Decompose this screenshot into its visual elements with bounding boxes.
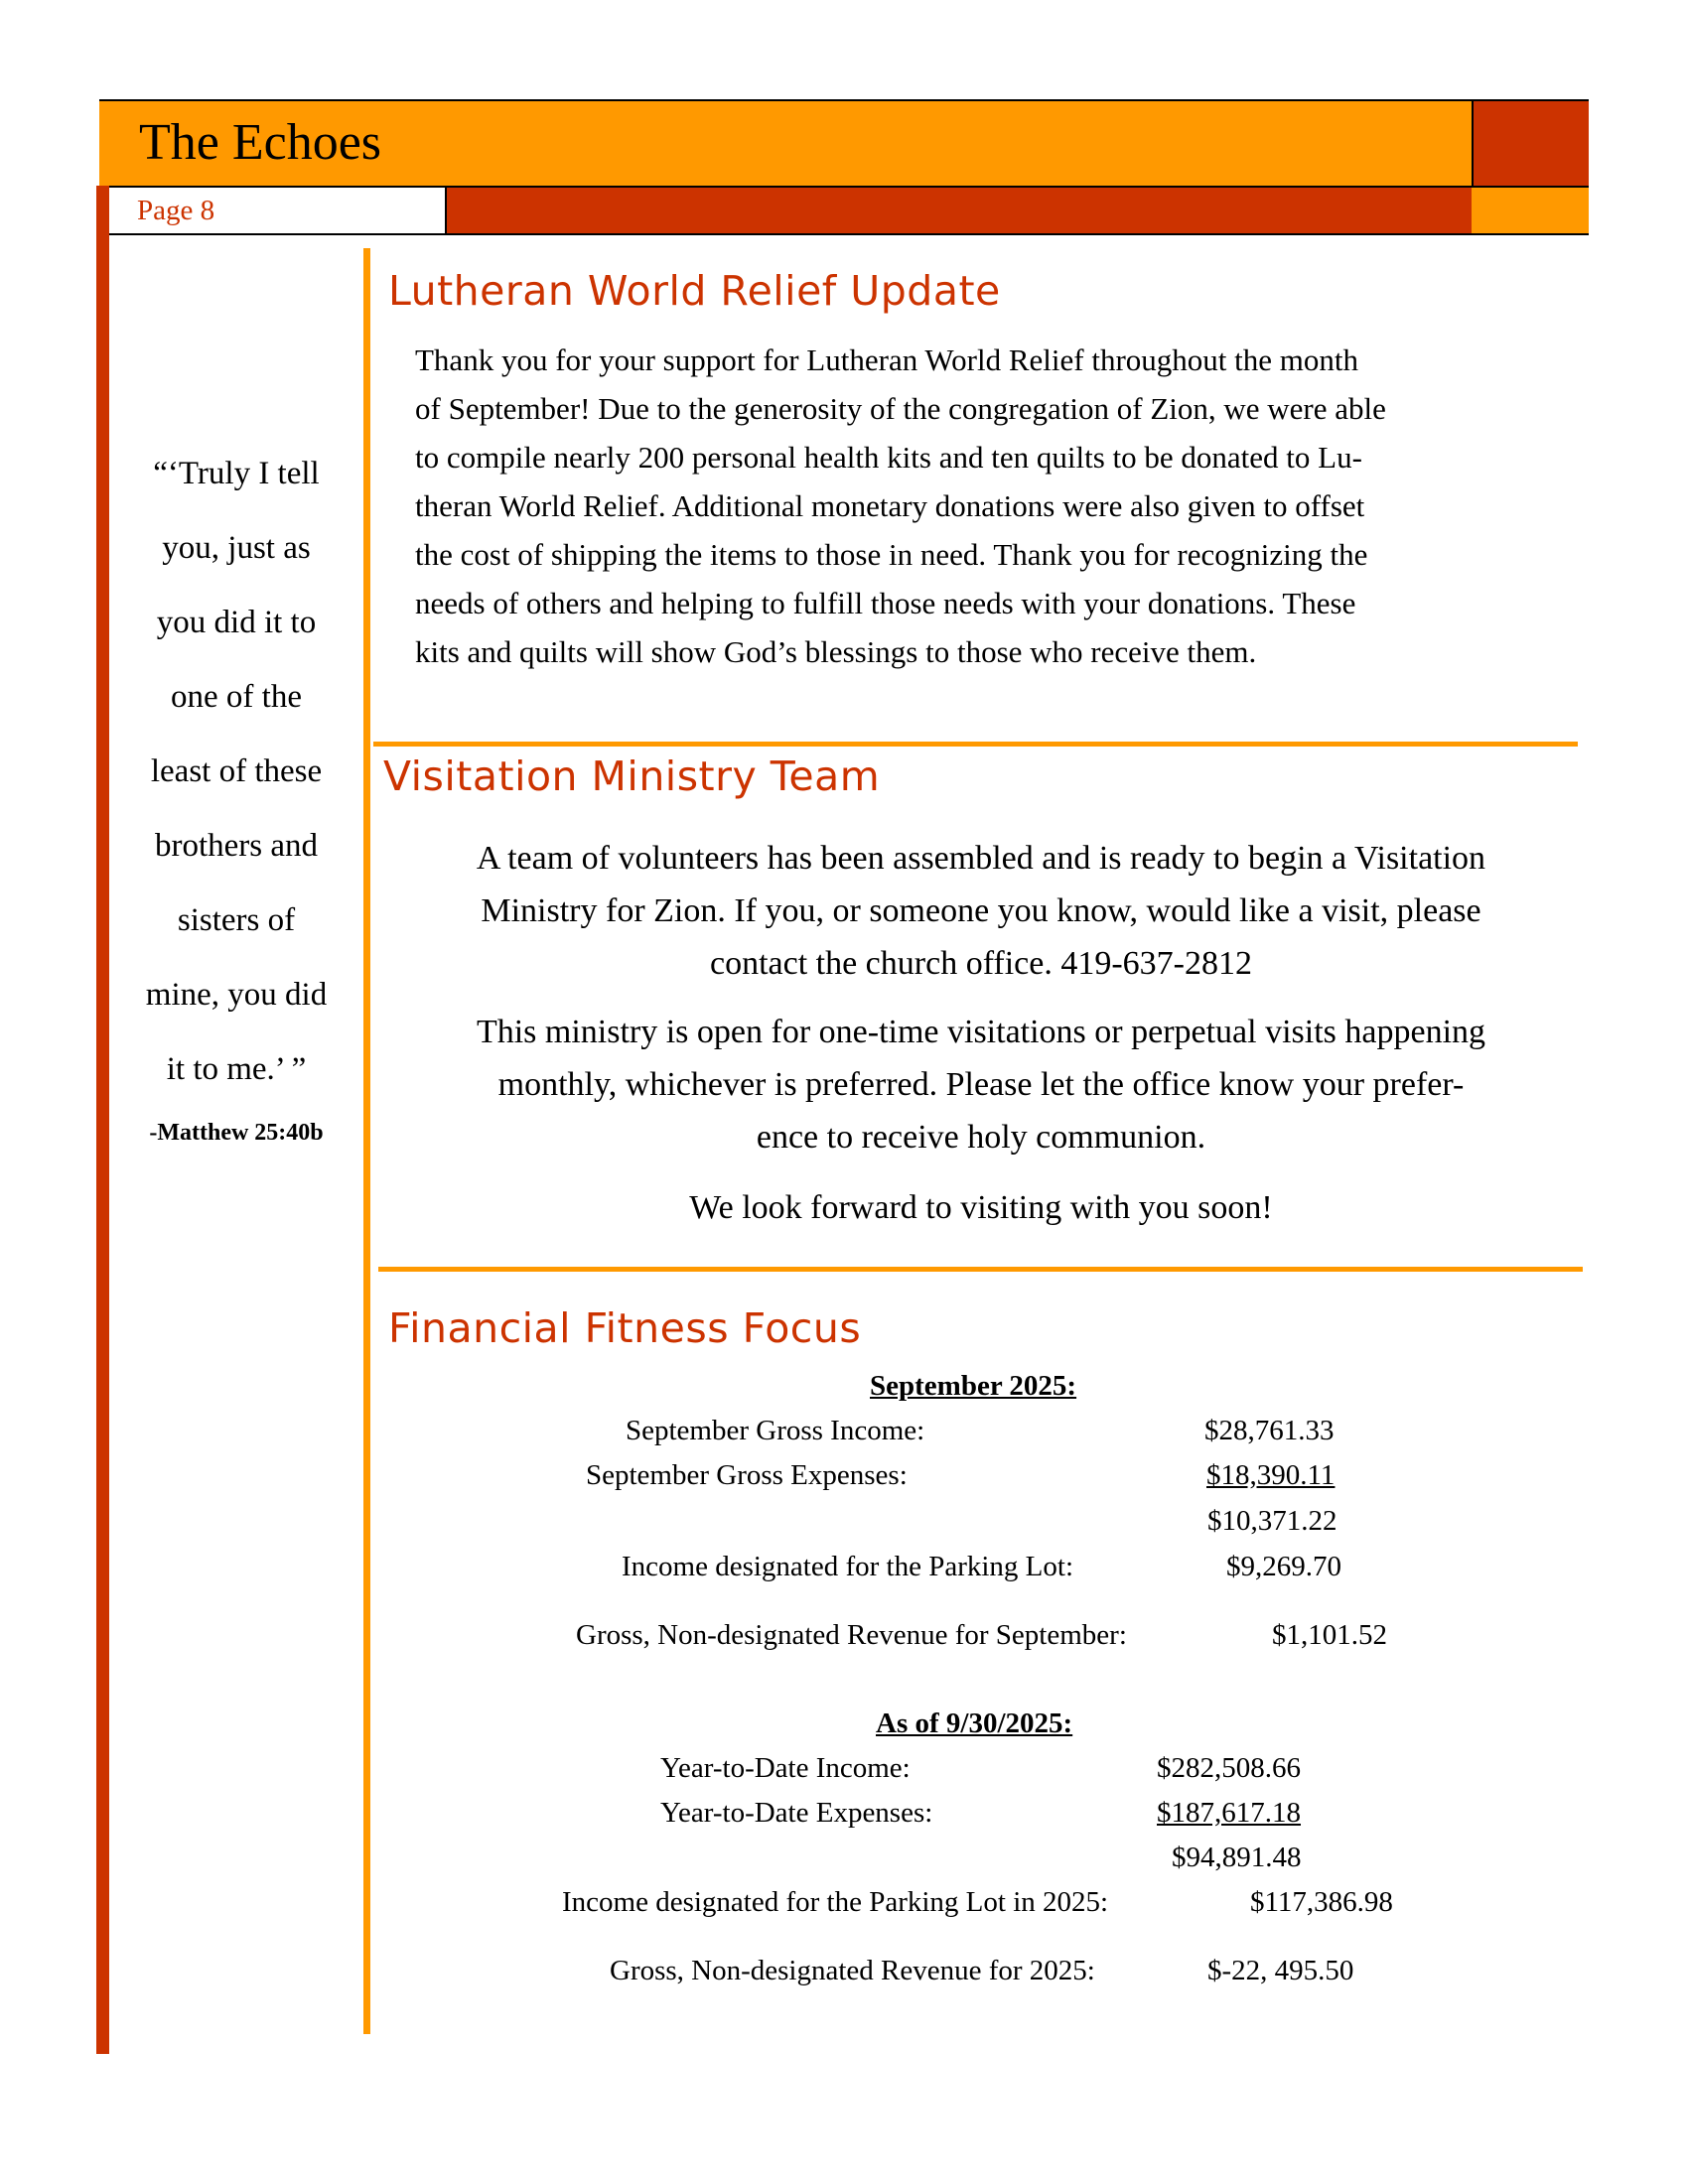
lwr-article-body [415,336,1587,676]
sept-nondesignated-value: $1,101.52 [1272,1619,1387,1651]
ytd-nondesignated-value: $-22, 495.50 [1207,1955,1354,1986]
ytd-nondesignated-label: Gross, Non-designated Revenue for 2025: [610,1955,1095,1986]
september-heading: September 2025: [870,1370,1077,1402]
ytd-net-value: $94,891.48 [1172,1842,1302,1873]
body-line: A team of volunteers has been assembled and is ready to begin a Visitation [476,840,1486,877]
body-line: Thank you for your support for Lutheran World Relief throughout the month [415,342,1358,377]
ytd-parking-label: Income designated for the Parking Lot in 2025: [562,1886,1109,1918]
body-line: monthly, whichever is preferred. Please let the office know your prefer- [497,1066,1465,1103]
sept-income-label: September Gross Income: [626,1415,925,1446]
quote-line: “‘Truly I tell [153,456,320,491]
sidebar-quote [117,437,355,1107]
left-margin-rule [96,186,109,2054]
page-strip-accent-block [1472,186,1589,235]
quote-line: sisters of [177,902,296,938]
ytd-expenses-value: $187,617.18 [1157,1797,1301,1829]
quote-reference: -Matthew 25:40b [149,1120,324,1146]
ytd-heading: As of 9/30/2025: [876,1707,1073,1739]
body-line: kits and quilts will show God’s blessings to those who receive them. [415,634,1257,669]
sept-expenses-value: $18,390.11 [1206,1459,1336,1491]
sept-net-value: $10,371.22 [1207,1505,1337,1537]
column-divider-rule [363,248,370,2034]
newsletter-title: The Echoes [139,114,382,171]
visitation-article-body [377,832,1585,1234]
ytd-expenses-label: Year-to-Date Expenses: [660,1797,933,1829]
body-line: This ministry is open for one-time visitations or perpetual visits happening [476,1014,1486,1050]
section-divider [373,742,1578,747]
section-divider [378,1267,1583,1272]
body-line: contact the church office. 419-637-2812 [709,945,1252,982]
paragraph [377,1006,1585,1163]
quote-line: least of these [150,753,323,789]
sept-income-value: $28,761.33 [1204,1415,1335,1446]
ytd-income-value: $282,508.66 [1157,1752,1301,1784]
page-number: Page 8 [137,195,215,226]
paragraph [377,832,1585,990]
body-line: ence to receive holy communion. [756,1119,1206,1156]
body-line: We look forward to visiting with you soon! [689,1189,1273,1226]
sept-expenses-label: September Gross Expenses: [586,1459,908,1491]
body-line: to compile nearly 200 personal health kits and ten quilts to be donated to Lu- [415,440,1362,475]
quote-line: mine, you did [145,977,328,1013]
sept-parking-label: Income designated for the Parking Lot: [622,1551,1074,1582]
body-line: needs of others and helping to fulfill those needs with your donations. These [415,586,1356,620]
ytd-parking-value: $117,386.98 [1250,1886,1393,1918]
sept-parking-value: $9,269.70 [1226,1551,1341,1582]
quote-line: one of the [171,679,302,715]
quote-line: it to me.’ ” [166,1051,307,1087]
body-line: Ministry for Zion. If you, or someone you know, would like a visit, please [481,892,1481,929]
ytd-income-label: Year-to-Date Income: [660,1752,911,1784]
body-line: the cost of shipping the items to those in need. Thank you for recognizing the [415,537,1368,572]
body-line: of September! Due to the generosity of the congregation of Zion, we were able [415,391,1386,426]
section-title-lwr: Lutheran World Relief Update [388,267,1001,315]
paragraph [377,1181,1585,1234]
quote-line: brothers and [154,828,319,864]
sept-nondesignated-label: Gross, Non-designated Revenue for September: [576,1619,1127,1651]
section-title-visitation: Visitation Ministry Team [383,752,881,800]
quote-line: you, just as [162,530,311,566]
body-line: theran World Relief. Additional monetary donations were also given to offset [415,488,1365,523]
section-title-financial: Financial Fitness Focus [388,1304,862,1352]
masthead-accent-block [1472,99,1589,186]
quote-line: you did it to [156,605,317,640]
